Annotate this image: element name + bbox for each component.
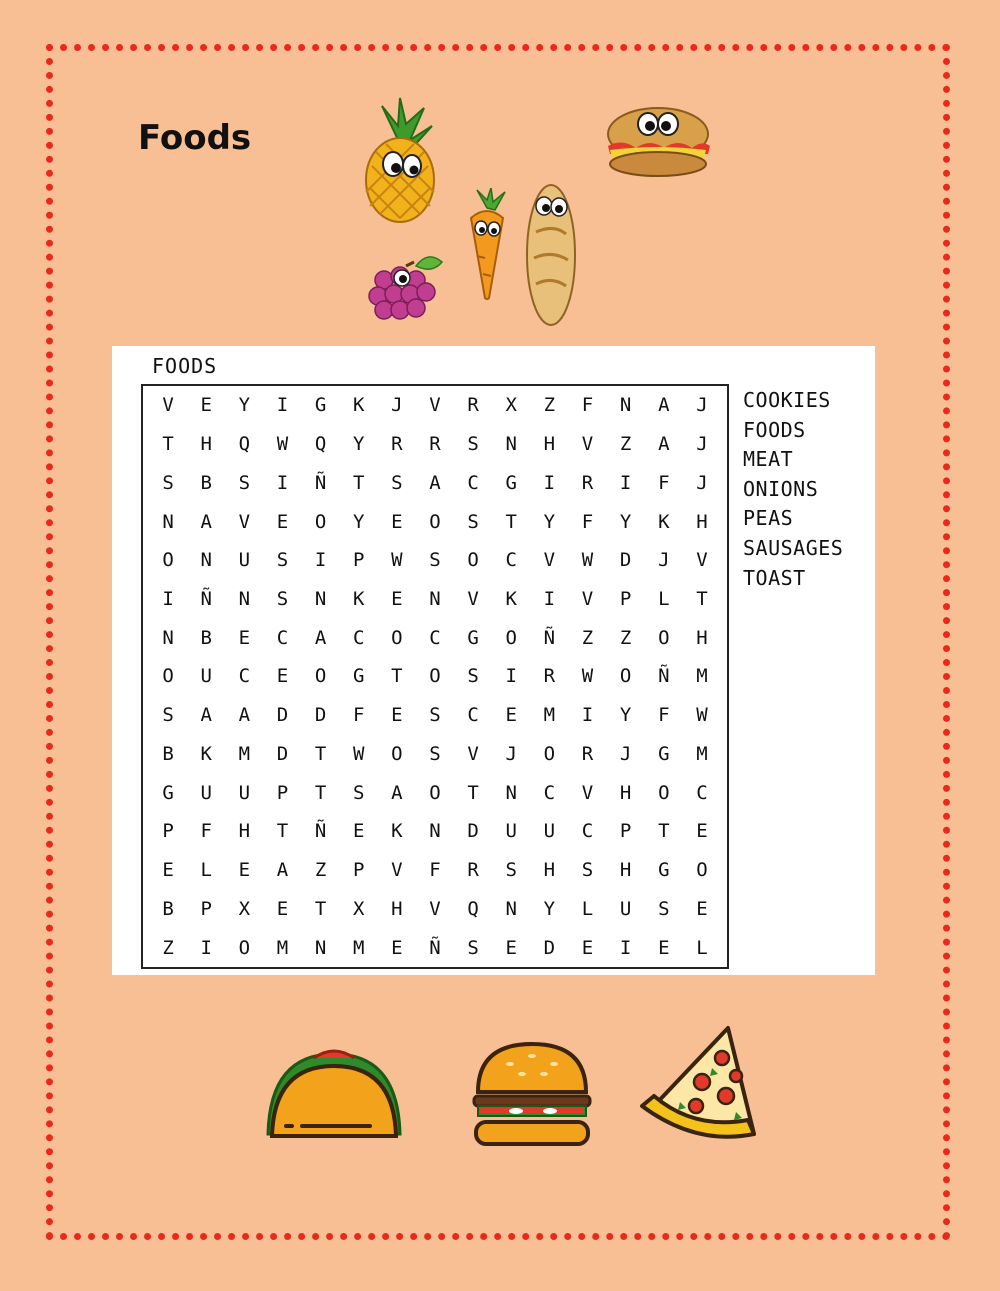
grid-cell[interactable]: N [238,588,251,611]
grid-cell[interactable]: E [162,859,174,882]
grid-cell[interactable]: U [505,820,517,843]
grid-cell[interactable]: E [276,665,289,688]
grid-cell[interactable]: S [467,665,479,688]
grid-cell[interactable]: P [353,549,365,572]
grid-cell[interactable]: A [238,704,251,727]
grid-cell[interactable]: L [200,859,212,882]
grid-cell[interactable]: Ñ [314,471,327,494]
grid-cell[interactable]: N [314,588,327,611]
grid-cell[interactable]: O [658,781,670,804]
grid-cell[interactable]: M [276,936,289,959]
grid-cell[interactable]: I [314,549,327,572]
grid-cell[interactable]: W [391,549,403,572]
grid-cell[interactable]: A [200,510,212,533]
grid-cell[interactable]: W [696,704,708,727]
grid-cell[interactable]: H [696,510,708,533]
word-list-item: SAUSAGES [743,535,844,560]
grid-cell[interactable]: W [353,742,365,765]
grid-cell[interactable]: H [543,859,556,882]
grid-cell[interactable]: C [276,626,289,649]
grid-cell[interactable]: M [353,936,365,959]
grid-cell[interactable]: V [391,859,403,882]
grid-cell[interactable]: I [276,394,289,417]
word-search-puzzle [112,346,875,975]
grid-cell[interactable]: Y [543,897,556,920]
grid-cell[interactable]: T [314,897,327,920]
grid-cell[interactable]: Y [353,433,365,456]
grid-cell[interactable]: Y [619,510,632,533]
grid-cell[interactable]: K [505,588,517,611]
grid-cell[interactable]: R [543,665,556,688]
grid-cell[interactable]: E [276,897,289,920]
grid-cell[interactable]: V [581,433,594,456]
grid-cell[interactable]: S [429,549,441,572]
grid-cell[interactable]: E [238,626,251,649]
grid-cell[interactable]: E [200,394,212,417]
grid-cell[interactable]: J [696,433,708,456]
grid-cell[interactable]: M [543,704,556,727]
grid-cell[interactable]: C [467,471,479,494]
grid-cell[interactable]: S [162,704,174,727]
grid-cell[interactable]: K [200,742,212,765]
grid-cell[interactable]: S [467,510,479,533]
hamburger-icon [470,1040,594,1148]
grid-cell[interactable]: F [353,704,365,727]
grid-cell[interactable]: W [276,433,289,456]
grid-cell[interactable]: Ñ [658,665,670,688]
grid-cell[interactable]: D [619,549,632,572]
grid-cell[interactable]: F [658,704,670,727]
grid-cell[interactable]: J [619,742,632,765]
grid-cell[interactable]: E [238,859,251,882]
grid-cell[interactable]: D [467,820,479,843]
grid-cell[interactable]: T [505,510,517,533]
grid-cell[interactable]: N [429,588,441,611]
grid-cell[interactable]: N [429,820,441,843]
grid-cell[interactable]: U [543,820,556,843]
word-list [743,386,843,593]
grid-cell[interactable]: C [353,626,365,649]
grid-cell[interactable]: M [696,742,708,765]
grid-cell[interactable]: E [696,897,708,920]
grid-cell[interactable]: V [429,897,441,920]
grid-cell[interactable]: O [467,549,479,572]
grid-cell[interactable]: Q [314,433,327,456]
grid-cell[interactable]: D [276,742,289,765]
grid-cell[interactable]: O [238,936,251,959]
grid-cell[interactable]: S [276,588,289,611]
grid-cell[interactable]: O [391,626,403,649]
grid-cell[interactable]: I [543,588,556,611]
grid-cell[interactable]: U [238,549,251,572]
grid-cell[interactable]: D [276,704,289,727]
grid-cell[interactable]: T [696,588,708,611]
grid-cell[interactable]: C [505,549,517,572]
grid-cell[interactable]: E [391,510,403,533]
grid-cell[interactable]: S [429,742,441,765]
grid-cell[interactable]: R [429,433,441,456]
grid-cell[interactable]: B [162,897,174,920]
grid-cell[interactable]: F [581,510,594,533]
grid-cell[interactable]: V [581,588,594,611]
grid-cell[interactable]: Ñ [314,820,327,843]
grid-cell[interactable]: N [505,433,517,456]
grid-cell[interactable]: G [505,471,517,494]
grid-cell[interactable]: F [200,820,212,843]
grid-cell[interactable]: I [276,471,289,494]
grid-cell[interactable]: H [619,859,632,882]
grid-cell[interactable]: C [429,626,441,649]
grid-cell[interactable]: Z [581,626,594,649]
grid-cell[interactable]: P [162,820,174,843]
grid-cell[interactable]: S [505,859,517,882]
grid-cell[interactable]: V [162,394,174,417]
grid-cell[interactable]: P [353,859,365,882]
letter-grid [141,384,729,969]
grid-cell[interactable]: N [314,936,327,959]
grid-cell[interactable]: E [353,820,365,843]
grid-cell[interactable]: K [353,588,365,611]
grid-cell[interactable]: L [696,936,708,959]
grid-cell[interactable]: O [619,665,632,688]
grid-cell[interactable]: F [581,394,594,417]
grid-cell[interactable]: B [162,742,174,765]
grid-cell[interactable]: O [162,665,174,688]
grid-cell[interactable]: Y [238,394,251,417]
grid-cell[interactable]: T [658,820,670,843]
grid-cell[interactable]: E [505,704,517,727]
grapes-icon [366,244,446,324]
grid-cell[interactable]: O [658,626,670,649]
grid-cell[interactable]: E [391,936,403,959]
grid-cell[interactable]: G [162,781,174,804]
grid-cell[interactable]: K [658,510,670,533]
grid-cell[interactable]: S [162,471,174,494]
puzzle-title: FOODS [152,354,218,378]
grid-cell[interactable]: V [581,781,594,804]
grid-cell[interactable]: E [391,704,403,727]
grid-cell[interactable]: Y [619,704,632,727]
grid-cell[interactable]: E [505,936,517,959]
grid-cell[interactable]: G [658,859,670,882]
grid-cell[interactable]: S [658,897,670,920]
grid-cell[interactable]: L [658,588,670,611]
grid-cell[interactable]: H [200,433,212,456]
grid-cell[interactable]: A [391,781,403,804]
grid-cell[interactable]: R [467,859,479,882]
grid-cell[interactable]: V [429,394,441,417]
grid-cell[interactable]: X [353,897,365,920]
grid-cell[interactable]: E [276,510,289,533]
grid-cell[interactable]: E [658,936,670,959]
grid-cell[interactable]: I [543,471,556,494]
grid-cell[interactable]: J [696,471,708,494]
grid-cell[interactable]: T [314,781,327,804]
grid-cell[interactable]: B [200,471,212,494]
grid-cell[interactable]: I [505,665,517,688]
grid-cell[interactable]: N [505,781,517,804]
grid-cell[interactable]: H [238,820,251,843]
grid-cell[interactable]: U [200,665,212,688]
grid-cell[interactable]: Q [467,897,479,920]
grid-cell[interactable]: I [619,936,632,959]
grid-cell[interactable]: C [543,781,556,804]
grid-cell[interactable]: Y [353,510,365,533]
grid-cell[interactable]: O [314,665,327,688]
grid-cell[interactable]: G [658,742,670,765]
pizza-slice-icon [636,1022,762,1140]
grid-cell[interactable]: V [238,510,251,533]
grid-cell[interactable]: O [696,859,708,882]
grid-cell[interactable]: O [429,781,441,804]
taco-icon [258,1044,410,1142]
grid-cell[interactable]: J [658,549,670,572]
grid-cell[interactable]: O [391,742,403,765]
grid-cell[interactable]: V [467,742,479,765]
grid-cell[interactable]: Y [543,510,556,533]
grid-cell[interactable]: H [391,897,403,920]
grid-cell[interactable]: S [467,936,479,959]
grid-cell[interactable]: A [276,859,289,882]
grid-cell[interactable]: O [543,742,556,765]
grid-cell[interactable]: D [314,704,327,727]
grid-cell[interactable]: O [314,510,327,533]
grid-cell[interactable]: M [696,665,708,688]
grid-cell[interactable]: S [238,471,251,494]
grid-cell[interactable]: N [505,897,517,920]
grid-cell[interactable]: L [581,897,594,920]
grid-cell[interactable]: U [238,781,251,804]
grid-cell[interactable]: F [429,859,441,882]
grid-cell[interactable]: P [276,781,289,804]
grid-cell[interactable]: F [658,471,670,494]
word-list-item: MEAT [743,447,794,472]
grid-cell[interactable]: E [696,820,708,843]
grid-cell[interactable]: E [391,588,403,611]
bread-icon [524,182,578,328]
grid-cell[interactable]: C [238,665,251,688]
grid-cell[interactable]: W [581,665,594,688]
grid-cell[interactable]: P [200,897,212,920]
grid-cell[interactable]: H [696,626,708,649]
grid-cell[interactable]: T [314,742,327,765]
grid-cell[interactable]: Z [619,626,632,649]
grid-cell[interactable]: X [238,897,251,920]
grid-cell[interactable]: K [353,394,365,417]
grid-cell[interactable]: R [581,471,594,494]
grid-cell[interactable]: R [467,394,479,417]
grid-cell[interactable]: T [391,665,403,688]
grid-cell[interactable]: O [162,549,174,572]
grid-cell[interactable]: O [429,510,441,533]
grid-cell[interactable]: T [162,433,174,456]
grid-cell[interactable]: N [200,549,212,572]
grid-cell[interactable]: I [162,588,174,611]
grid-cell[interactable]: O [429,665,441,688]
grid-cell[interactable]: A [429,471,441,494]
grid-cell[interactable]: B [200,626,212,649]
grid-cell[interactable]: J [505,742,517,765]
grid-cell[interactable]: I [619,471,632,494]
pineapple-icon [360,96,440,226]
grid-cell[interactable]: P [619,820,632,843]
grid-cell[interactable]: K [391,820,403,843]
grid-cell[interactable]: R [581,742,594,765]
grid-cell[interactable]: V [696,549,708,572]
grid-cell[interactable]: E [581,936,594,959]
grid-cell[interactable]: G [314,394,327,417]
grid-cell[interactable]: Ñ [543,626,556,649]
grid-cell[interactable]: I [200,936,212,959]
word-list-item: PEAS [743,506,794,531]
grid-cell[interactable]: G [353,665,365,688]
grid-cell[interactable]: A [658,394,670,417]
grid-cell[interactable]: T [467,781,479,804]
grid-cell[interactable]: T [276,820,289,843]
grid-cell[interactable]: H [543,433,556,456]
grid-cell[interactable]: Z [162,936,174,959]
grid-cell[interactable]: G [467,626,479,649]
grid-cell[interactable]: U [200,781,212,804]
grid-cell[interactable]: I [581,704,594,727]
word-list-item: TOAST [743,565,806,590]
grid-cell[interactable]: W [581,549,594,572]
grid-cell[interactable]: J [696,394,708,417]
grid-cell[interactable]: M [238,742,251,765]
word-list-item: COOKIES [743,388,831,412]
grid-cell[interactable]: C [696,781,708,804]
grid-cell[interactable]: T [353,471,365,494]
grid-cell[interactable]: S [429,704,441,727]
grid-cell[interactable]: P [619,588,632,611]
grid-cell[interactable]: S [581,859,594,882]
grid-cell[interactable]: Z [619,433,632,456]
grid-cell[interactable]: C [581,820,594,843]
word-list-item: FOODS [743,417,806,442]
grid-cell[interactable]: Z [314,859,327,882]
grid-cell[interactable]: O [505,626,517,649]
grid-cell[interactable]: H [619,781,632,804]
grid-cell[interactable]: N [162,626,174,649]
grid-cell[interactable]: Q [238,433,251,456]
grid-cell[interactable]: N [162,510,174,533]
page-title: Foods [138,118,252,158]
grid-cell[interactable]: S [353,781,365,804]
grid-cell[interactable]: V [543,549,556,572]
grid-cell[interactable]: Z [543,394,556,417]
grid-cell[interactable]: C [467,704,479,727]
grid-cell[interactable]: V [467,588,479,611]
carrot-icon [465,188,509,300]
grid-cell[interactable]: R [391,433,403,456]
grid-cell[interactable]: A [200,704,212,727]
grid-cell[interactable]: Ñ [200,588,212,611]
grid-cell[interactable]: X [505,394,517,417]
grid-cell[interactable]: S [391,471,403,494]
grid-cell[interactable]: D [543,936,556,959]
burger-face-icon [602,104,714,180]
grid-cell[interactable]: N [619,394,632,417]
grid-cell[interactable]: S [467,433,479,456]
grid-cell[interactable]: J [391,394,403,417]
grid-cell[interactable]: Ñ [429,936,441,959]
grid-cell[interactable]: S [276,549,289,572]
grid-cell[interactable]: A [658,433,670,456]
grid-cell[interactable]: U [619,897,632,920]
grid-cell[interactable]: A [314,626,327,649]
word-list-item: ONIONS [743,476,819,501]
